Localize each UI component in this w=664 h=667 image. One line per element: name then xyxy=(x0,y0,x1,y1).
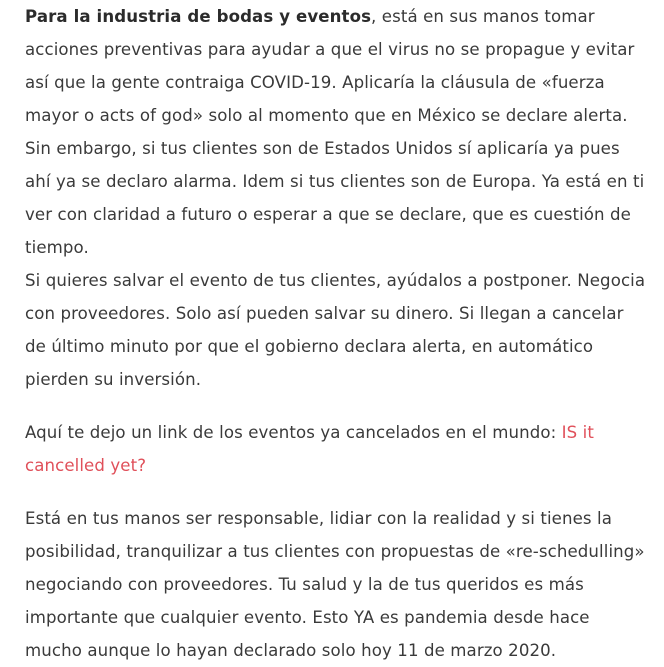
article-body xyxy=(25,0,647,667)
paragraph-industry xyxy=(25,0,647,264)
paragraph-spacer xyxy=(25,396,647,416)
paragraph-spacer xyxy=(25,482,647,502)
paragraph-postpone: Si quieres salvar el evento de tus clientes, ayúdalos a postponer. Negocia con proveedores. Solo así pueden salvar su dinero. Si llegan a cancelar de último minuto por que el gobierno declara alerta, en automático pierden su inversión. xyxy=(25,271,646,389)
is-it-cancelled-link[interactable]: IS it cancelled yet? xyxy=(25,423,594,475)
paragraph-industry-text: , está en sus manos tomar acciones preventivas para ayudar a que el virus no se propague y evitar así que la gente contraiga COVID-19. Aplicaría la cláusula de «fuerza mayor o acts of god» solo al momento que en México se declare alerta. Sin embargo, si tus clientes son de Estados Unidos sí aplicaría ya pues ahí ya se declaro alarma. Idem si tus clientes son de Europa. Ya está en ti ver con claridad a futuro o esperar a que se declare, que es cuestión de tiempo. xyxy=(25,7,645,257)
paragraph-link xyxy=(25,416,647,482)
paragraph-responsibility: Está en tus manos ser responsable, lidiar con la realidad y si tienes la posibilidad, tranquilizar a tus clientes con propuestas de «re-schedulling» negociando con proveedores. Tu salud y la de tus queridos es más importante que cualquier evento. Esto YA es pandemia desde hace mucho aunque lo hayan declarado solo hoy 11 de marzo 2020. xyxy=(25,509,645,660)
paragraph-link-text: Aquí te dejo un link de los eventos ya cancelados en el mundo: xyxy=(25,423,562,442)
paragraph-lead: Para la industria de bodas y eventos xyxy=(25,7,372,26)
